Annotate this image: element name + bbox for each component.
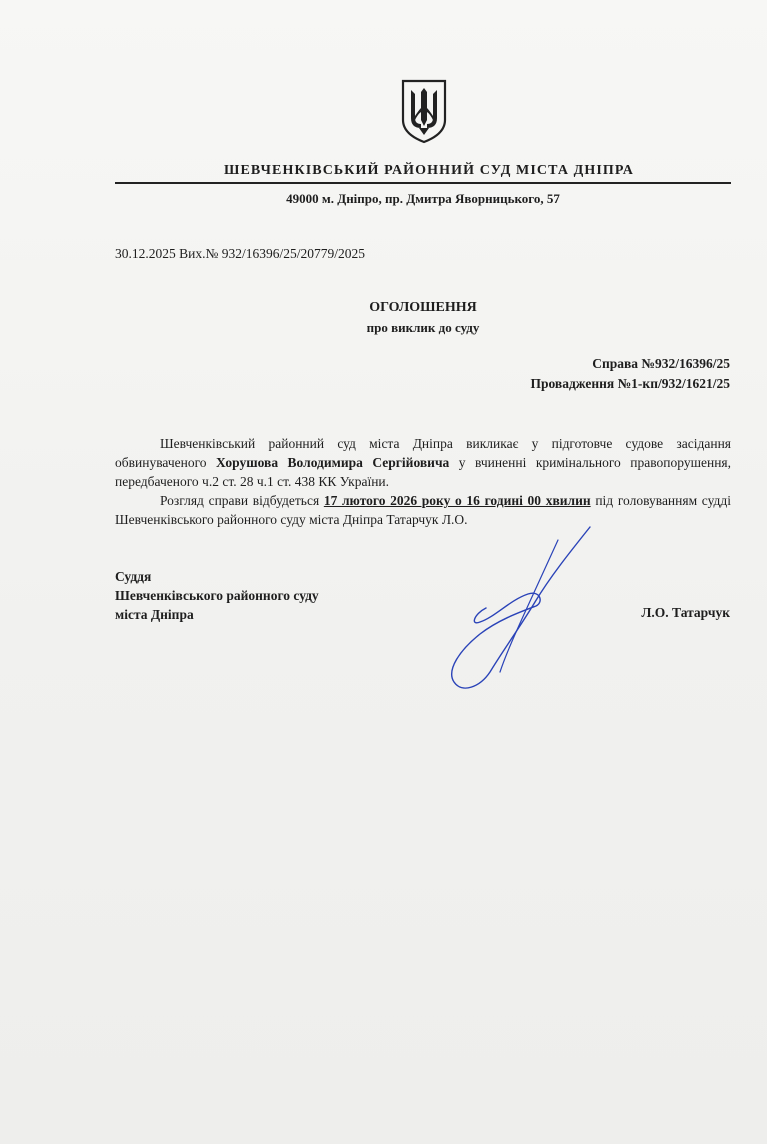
summons-text-start: Шевченківський районний суд міста Дніпра викликає у підготовче судове засідання обвинуваченого xyxy=(115,436,731,470)
judge-name: Л.О. Татарчук xyxy=(641,605,730,620)
header-divider xyxy=(115,182,731,184)
document-title: ОГОЛОШЕННЯ xyxy=(369,300,477,315)
hearing-text-start: Розгляд справи відбудеться xyxy=(160,493,324,508)
handwritten-signature xyxy=(440,522,600,697)
case-number: Справа №932/16396/25 xyxy=(592,356,730,371)
summons-paragraph xyxy=(115,434,731,491)
outgoing-reference: 30.12.2025 Вих.№ 932/16396/25/20779/2025 xyxy=(115,246,365,261)
hearing-date: 17 лютого 2026 року о 16 годині 00 хвилин xyxy=(323,493,591,508)
hearing-text-end: під головуванням судді Шевченківського районного суду міста Дніпра Татарчук Л.О. xyxy=(115,493,731,527)
trident-emblem-icon xyxy=(399,78,449,144)
judge-court: Шевченківського районного суду xyxy=(115,588,319,603)
notice-body xyxy=(115,434,731,529)
signature-block xyxy=(115,567,319,624)
summons-text-end: у вчиненні кримінального правопорушення, передбаченого ч.2 ст. 28 ч.1 ст. 438 КК України. xyxy=(115,455,731,489)
hearing-paragraph xyxy=(115,491,731,529)
judge-title: Суддя xyxy=(115,569,152,584)
court-name: ШЕВЧЕНКІВСЬКИЙ РАЙОННИЙ СУД МІСТА ДНІПРА xyxy=(224,163,634,178)
judge-city: міста Дніпра xyxy=(115,607,194,622)
accused-name: Хорушова Володимира Сергійовича xyxy=(216,455,450,470)
proceeding-number: Провадження №1-кп/932/1621/25 xyxy=(530,376,730,391)
court-address: 49000 м. Дніпро, пр. Дмитра Яворницького, 57 xyxy=(286,191,560,206)
document-subtitle: про виклик до суду xyxy=(366,320,480,335)
